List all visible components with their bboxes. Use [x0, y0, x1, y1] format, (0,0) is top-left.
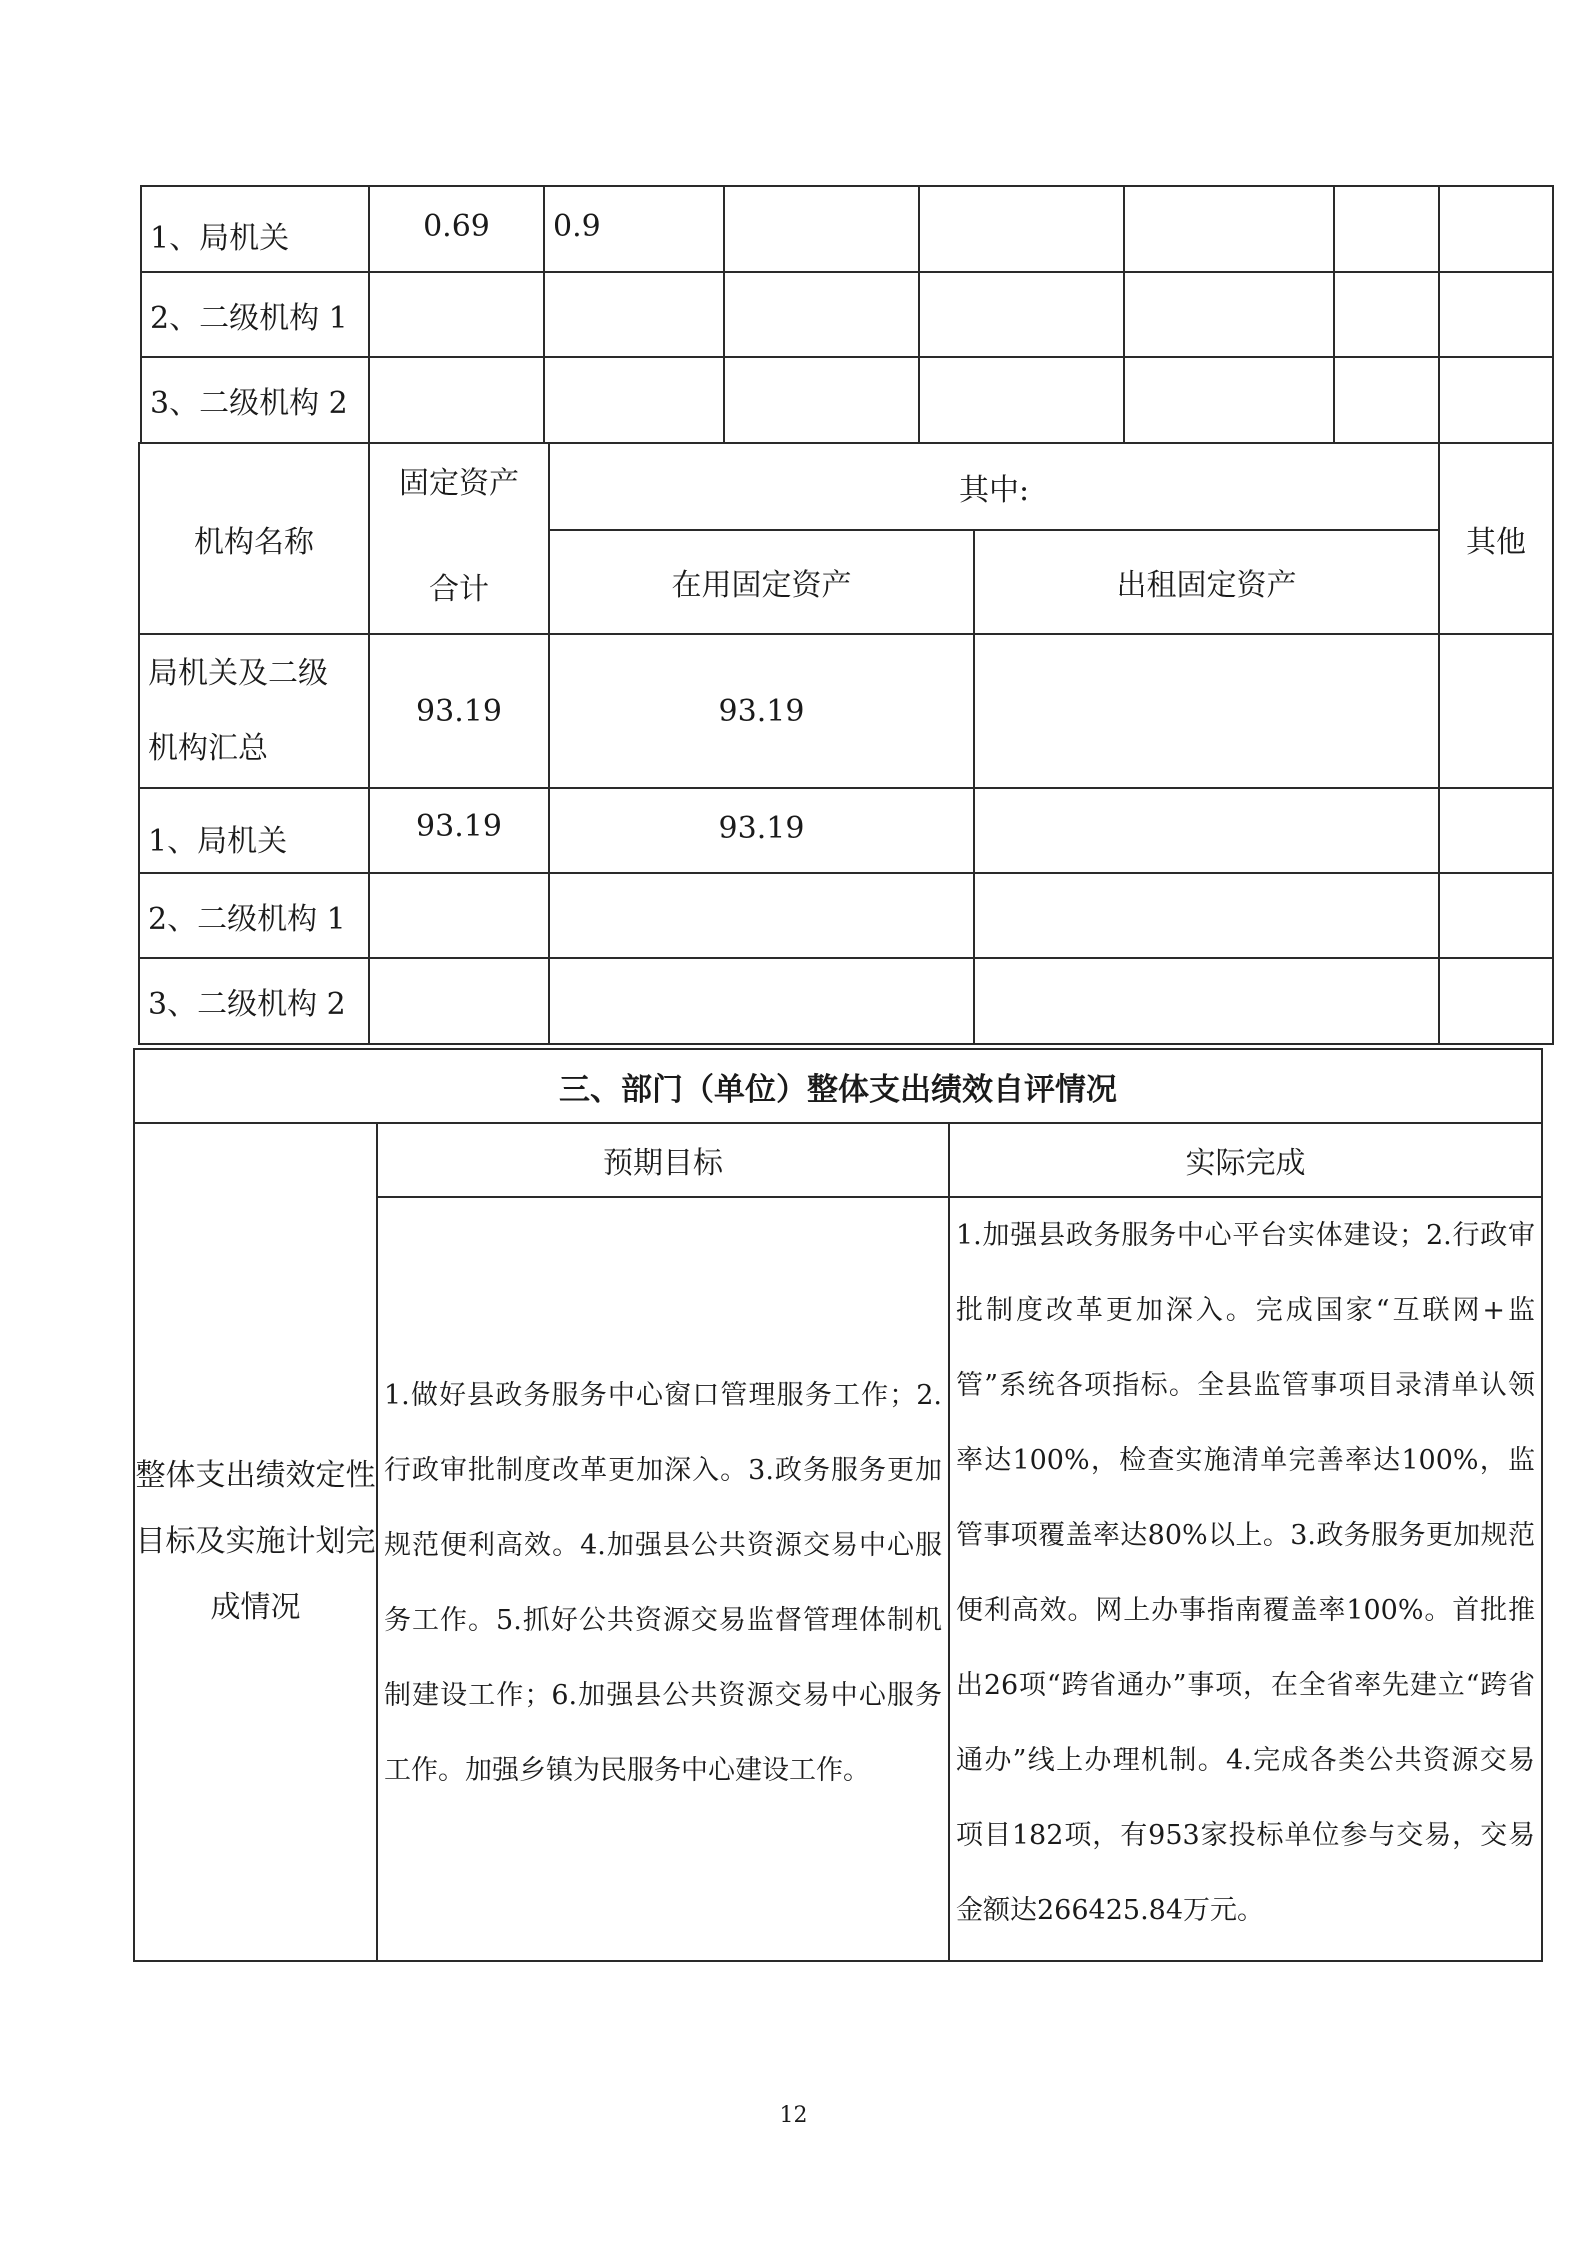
org-name: 3、二级机构 2 — [139, 958, 369, 1044]
table-row — [141, 186, 1553, 272]
header-org-name: 机构名称 — [139, 443, 369, 634]
table-row — [141, 272, 1553, 357]
table-header-row — [134, 1123, 1542, 1197]
performance-table — [133, 1048, 1543, 1962]
value-cell: 0.69 — [369, 186, 544, 272]
table-row — [139, 634, 1553, 788]
actual-text: 1.加强县政务服务中心平台实体建设；2.行政审批制度改革更加深入。完成国家“互联网+监管”系统各项指标。全县监管事项目录清单认领率达100%，检查实施清单完善率达100%，监管事项覆盖率达80%以上。3.政务服务更加规范便利高效。网上办事指南覆盖率100%。首批推出26项“跨省通办”事项，在全省率先建立“跨省通办”线上办理机制。4.完成各类公共资源交易项目182项，有953家投标单位参与交易，交易金额达266425.84万元。 — [956, 1220, 1536, 1926]
table-row — [139, 788, 1553, 873]
in-use-cell: 93.19 — [549, 634, 974, 788]
total-cell: 93.19 — [369, 634, 549, 788]
expected-text: 1.做好县政务服务中心窗口管理服务工作；2.行政审批制度改革更加深入。3.政务服务更加规范便利高效。4.加强县公共资源交易中心服务工作。5.抓好公共资源交易监督管理体制机制建设工作；6.加强县公共资源交易中心服务工作。加强乡镇为民服务中心建设工作。 — [384, 1380, 942, 1786]
header-other: 其他 — [1439, 443, 1553, 634]
in-use-cell: 93.19 — [549, 788, 974, 873]
total-cell: 93.19 — [369, 788, 549, 873]
header-in-use: 在用固定资产 — [549, 530, 974, 634]
header-total: 固定资产 合计 — [369, 443, 549, 634]
org-name: 3、二级机构 2 — [141, 357, 369, 443]
table-row — [141, 357, 1553, 443]
org-name: 2、二级机构 1 — [141, 272, 369, 357]
org-name: 局机关及二级 机构汇总 — [139, 634, 369, 788]
expense-table — [140, 185, 1554, 444]
page-number: 12 — [779, 2103, 808, 2128]
header-rented: 出租固定资产 — [974, 530, 1439, 634]
value-cell: 0.9 — [544, 186, 724, 272]
org-name: 1、局机关 — [141, 186, 369, 272]
header-actual: 实际完成 — [949, 1123, 1542, 1197]
table-row — [139, 958, 1553, 1044]
table-row — [139, 873, 1553, 958]
fixed-asset-table — [138, 442, 1554, 1045]
header-of-which: 其中: — [549, 443, 1439, 530]
section-title: 三、部门（单位）整体支出绩效自评情况 — [134, 1049, 1542, 1123]
row-label: 整体支出绩效定性目标及实施计划完成情况 — [134, 1123, 377, 1961]
section-title-row — [134, 1049, 1542, 1123]
org-name: 2、二级机构 1 — [139, 873, 369, 958]
org-name: 1、局机关 — [139, 788, 369, 873]
header-expected: 预期目标 — [377, 1123, 949, 1197]
table-header-row — [139, 443, 1553, 530]
